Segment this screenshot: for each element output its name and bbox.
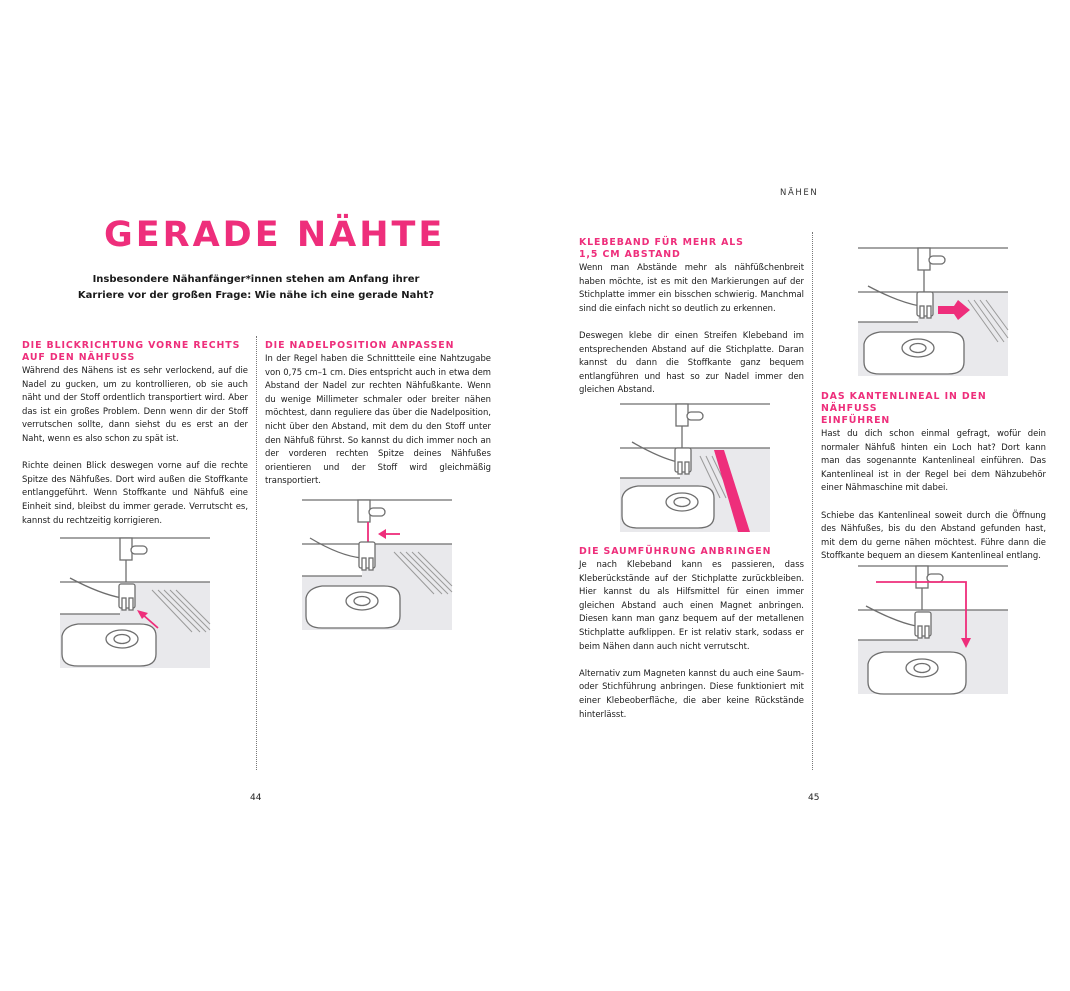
intro-text: Insbesondere Nähanfänger*innen stehen am Anfang ihrer Karriere vor der großen Frage: Wie nähe ich eine gerade Naht? xyxy=(77,274,435,301)
right-column-2 xyxy=(821,391,1046,563)
section-heading-klebeband: KLEBEBAND FÜR MEHR ALS 1,5 CM ABSTAND xyxy=(579,237,744,260)
needle-position-illustration xyxy=(302,494,452,630)
column-divider xyxy=(812,232,813,770)
paragraph: Richte deinen Blick deswegen vorne auf die rechte Spitze des Nähfußes. Dort wird außen die Stoffkante entlanggeführt. Wenn Stoffkante und Nähfuß eine Einheit sind, bleibst du immer gerade. Verrutscht es, kannst du rechtzeitig korrigieren. xyxy=(22,460,248,525)
column-divider xyxy=(256,336,257,770)
paragraph: Wenn man Abstände mehr als nähfüßchenbreit haben möchte, ist es mit den Markierungen auf der Stichplatte immer ein bisschen schwierig. Manchmal sind die einfach nicht so deutlich zu erkennen. xyxy=(579,262,804,313)
section-body-nadelposition xyxy=(265,352,491,488)
left-column-2 xyxy=(265,340,491,488)
section-heading-nadelposition: DIE NADELPOSITION ANPASSEN xyxy=(265,340,455,351)
paragraph: Je nach Klebeband kann es passieren, dass Kleberückstände auf der Stichplatte zurückbleiben. Hier kannst du als Hilfsmittel für einen immer gleichen Abstand auch einen Magnet anbringen. Diesen kann man ganz bequem auf der metallenen Stichplatte aufklippen. Er ist relativ stark, sodass er beim Nähen dann auch nicht verrutscht. xyxy=(579,559,804,651)
paragraph: In der Regel haben die Schnittteile eine Nahtzugabe von 0,75 cm–1 cm. Dies entspricht auch in etwa dem Abstand der Nadel zur rechten Nähfußkante. Wenn du wenige Millimeter schmaler oder breiter nähen möchtest, dann reguliere das über die Nadelposition, nicht über den Abstand, mit dem du den Stoff unter den Nähfuß führst. So kannst du dich immer noch an der vorderen rechten Spitze deines Nähfußes orientieren und der Stoff wird gleichmäßig transportiert. xyxy=(265,353,491,486)
section-body-blickrichtung xyxy=(22,364,248,527)
magnet-guide-illustration xyxy=(858,242,1008,376)
section-body-kantenlineal xyxy=(821,427,1046,563)
page-title: GERADE NÄHTE xyxy=(104,215,446,255)
running-head: NÄHEN xyxy=(780,188,819,198)
page-number-left: 44 xyxy=(250,793,262,803)
section-heading-blickrichtung: DIE BLICKRICHTUNG VORNE RECHTS AUF DEN NÄHFUSS xyxy=(22,340,241,363)
left-column-1 xyxy=(22,340,248,527)
tape-guide-illustration xyxy=(620,398,770,532)
paragraph: Deswegen klebe dir einen Streifen Klebeband im entsprechenden Abstand auf die Stichplatte. Daran kannst du dann die Stoffkante ganz bequem entlangführen und hast so zur Nadel immer den gleichen Abstand. xyxy=(579,329,804,395)
section-body-klebeband xyxy=(579,261,804,397)
section-heading-saumfuehrung: DIE SAUMFÜHRUNG ANBRINGEN xyxy=(579,546,772,557)
right-column-1a xyxy=(579,237,804,397)
edge-guide-illustration xyxy=(858,560,1008,694)
paragraph: Alternativ zum Magneten kannst du auch eine Saum- oder Stichführung anbringen. Diese funktioniert mit einer Klebeoberfläche, die aber keine Rückstände hinterlässt. xyxy=(579,667,804,719)
page-number-right: 45 xyxy=(808,793,820,803)
right-column-1b xyxy=(579,546,804,721)
paragraph: Schiebe das Kantenlineal soweit durch die Öffnung des Nähfußes, bis du den Abstand gefunden hast, mit dem du gerne nähen möchtest. Führe dann die Stoffkante bequem an diesem Kantenlineal entlang. xyxy=(821,509,1046,561)
section-body-saumfuehrung xyxy=(579,558,804,721)
paragraph: Während des Nähens ist es sehr verlockend, auf die Nadel zu gucken, um zu kontrollieren, ob sie auch näht und der Stoff ordentlich transportiert wird. Aber das ist ein großes Problem. Denn wenn dir der Stoff verrutschen sollte, dann siehst du es erst an der Naht, wenn es also schon zu spät ist. xyxy=(22,365,248,443)
section-heading-kantenlineal: DAS KANTENLINEAL IN DEN NÄHFUSS EINFÜHREN xyxy=(821,391,987,426)
presser-foot-view-arrow-illustration xyxy=(60,532,210,668)
paragraph: Hast du dich schon einmal gefragt, wofür dein normaler Nähfuß hinten ein Loch hat? Dort kann man das sogenannte Kantenlineal einführen. Das Kantenlineal ist in der Regel bei dem Nähzubehör einer Nähmaschine mit dabei. xyxy=(821,428,1046,493)
